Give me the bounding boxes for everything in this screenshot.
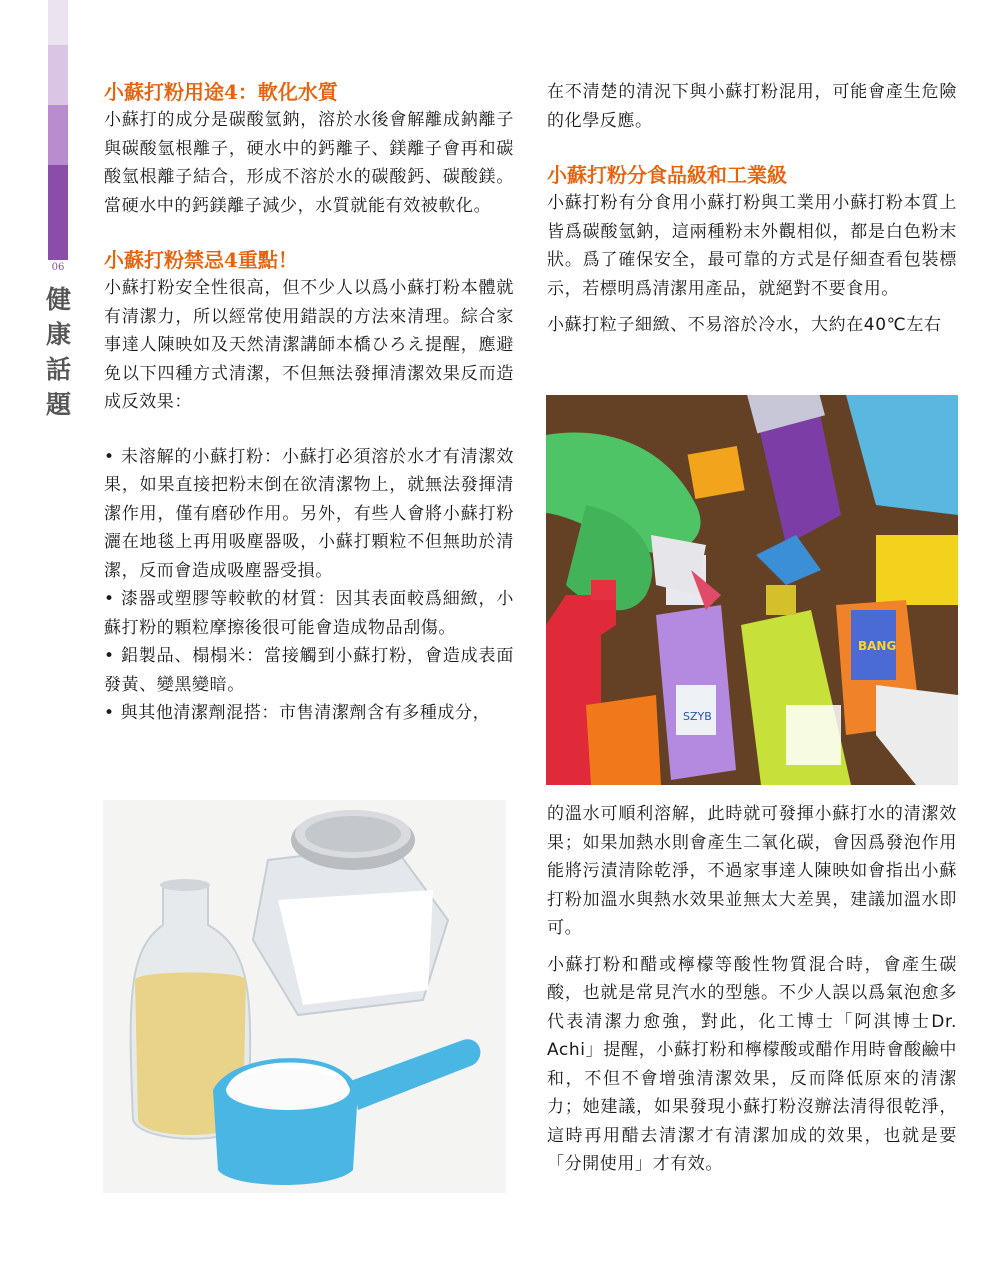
paragraph-dissolve: 小蘇打粒子細緻、不易溶於冷水，大約在40℃左右: [547, 315, 942, 335]
bullet-aluminum: • 鋁製品、榻榻米：當接觸到小蘇打粉，會造成表面發黃、變黑變暗。: [104, 646, 514, 695]
heading-soften-water: 小蘇打粉用途4：軟化水質: [104, 80, 338, 104]
paragraph-soften-water: 小蘇打的成分是碳酸氫鈉，溶於水後會解離成鈉離子與碳酸氫根離子，硬水中的鈣離子、鎂離子會再和碳酸氫根離子結合，形成不溶於水的碳酸鈣、碳酸鎂。當硬水中的鈣鎂離子減少，水質就能有效被軟化。: [104, 110, 514, 216]
paragraph-acid-mixing: 小蘇打粉和醋或檸檬等酸性物質混合時，會產生碳酸，也就是常見汽水的型態。不少人誤以爲氣泡愈多代表清潔力愈強，對此，化工博士「阿淇博士Dr. Achi」提醒，小蘇打粉和檸檬酸或醋作用時會酸鹼中和，不但不會增強清潔效果，反而降低原來的清潔力；她建議，如果發現小蘇打粉沒辦法清得很乾淨，這時再用醋去清潔才有清潔加成的效果，也就是要「分開使用」才有效。: [547, 954, 957, 1174]
bullet-undissolved: • 未溶解的小蘇打粉：小蘇打必須溶於水才有清潔效果，如果直接把粉末倒在欲清潔物上，就無法發揮清潔作用，僅有磨砂作用。另外，有些人會將小蘇打粉灑在地毯上再用吸塵器吸，小蘇打顆粒不但無助於清潔，反而會造成吸塵器受損。: [104, 446, 514, 581]
section-char: 健: [46, 285, 72, 314]
side-color-bar: [48, 0, 68, 260]
paragraph-grades: 小蘇打粉有分食用小蘇打粉與工業用小蘇打粉本質上皆爲碳酸氫鈉，這兩種粉末外觀相似，都是白色粉末狀。爲了確保安全，最可靠的方式是仔細查看包裝標示，若標明爲清潔用產品，就絕對不要食用。: [547, 193, 957, 299]
section-char: 話: [46, 355, 72, 384]
heading-food-vs-industrial: 小蘇打粉分食品級和工業級: [547, 163, 787, 187]
right-column-bottom: [547, 800, 957, 1179]
baking-soda-vinegar-photo: [103, 800, 506, 1193]
cleaning-products-photo: [546, 395, 958, 785]
section-char: 康: [46, 320, 72, 349]
bullet-soft-materials: • 漆器或塑膠等較軟的材質：因其表面較爲細緻，小蘇打粉的顆粒摩擦後很可能會造成物品刮傷。: [104, 589, 514, 638]
left-column: [104, 78, 514, 728]
bullet-mixing: • 與其他清潔劑混搭：市售清潔劑含有多種成分，: [104, 703, 491, 723]
paragraph-warm-water: 的溫水可順利溶解，此時就可發揮小蘇打水的清潔效果；如果加熱水則會產生二氧化碳，會因爲發泡作用能將污漬清除乾淨，不過家事達人陳映如會指出小蘇打粉加溫水與熱水效果並無太大差異，建議加溫水即可。: [547, 804, 957, 938]
bottle-label-szyb: SZYB: [683, 710, 712, 723]
paragraph-danger: 在不清楚的清況下與小蘇打粉混用，可能會產生危險的化學反應。: [547, 82, 957, 131]
paragraph-taboos-intro: 小蘇打粉安全性很高，但不少人以爲小蘇打粉本體就有清潔力，所以經常使用錯誤的方法來清理。綜合家事達人陳映如及天然清潔講師本橋ひろえ提醒，應避免以下四種方式清潔，不但無法發揮清潔效果反而造成反效果：: [104, 278, 514, 412]
page-number: 06: [51, 262, 65, 273]
heading-taboos: 小蘇打粉禁忌4重點！: [104, 248, 298, 272]
section-name: [46, 282, 70, 422]
bottle-label-bang: BANG: [858, 639, 897, 653]
right-column-top: [547, 78, 957, 340]
section-char: 題: [46, 390, 72, 419]
